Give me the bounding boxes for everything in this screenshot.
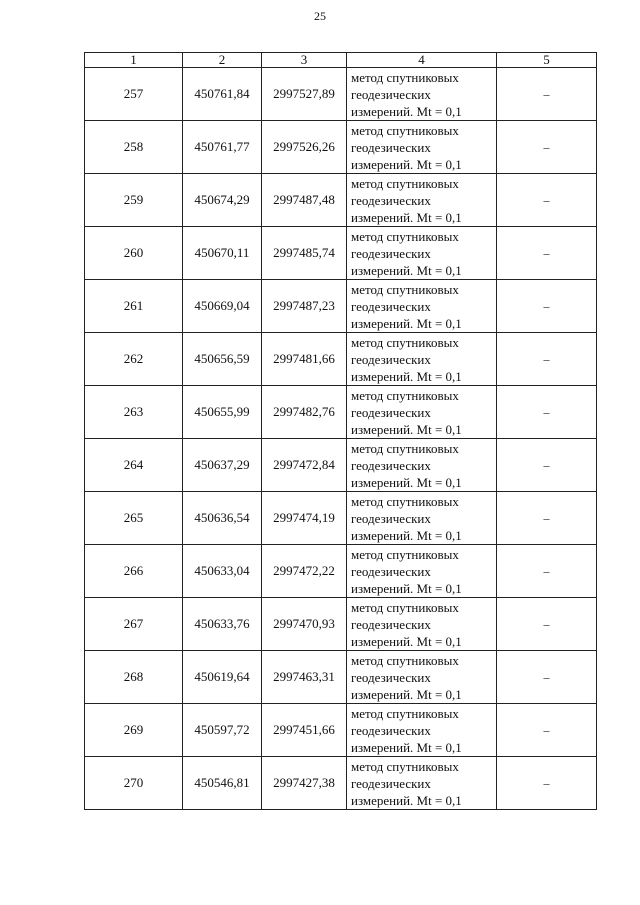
method-line: метод спутниковых (351, 599, 459, 615)
y-coordinate-cell: 2997487,48 (262, 174, 347, 227)
y-coordinate-cell: 2997482,76 (262, 386, 347, 439)
method-cell (347, 492, 497, 545)
note-cell: – (497, 386, 597, 439)
method-line: геодезических (351, 616, 431, 632)
note-cell: – (497, 757, 597, 810)
point-number-cell: 263 (85, 386, 183, 439)
method-line: метод спутниковых (351, 652, 459, 668)
method-cell (347, 757, 497, 810)
method-line: измерений. Mt = 0,1 (351, 103, 462, 119)
method-line: геодезических (351, 457, 431, 473)
y-coordinate-cell: 2997427,38 (262, 757, 347, 810)
point-number-cell: 270 (85, 757, 183, 810)
method-cell (347, 174, 497, 227)
y-coordinate-cell: 2997472,84 (262, 439, 347, 492)
table-row (85, 439, 597, 492)
point-number-cell: 260 (85, 227, 183, 280)
method-cell (347, 651, 497, 704)
x-coordinate-cell: 450637,29 (183, 439, 262, 492)
method-line: измерений. Mt = 0,1 (351, 209, 462, 225)
note-cell: – (497, 598, 597, 651)
y-coordinate-cell: 2997526,26 (262, 121, 347, 174)
point-number-cell: 258 (85, 121, 183, 174)
y-coordinate-cell: 2997474,19 (262, 492, 347, 545)
method-line: измерений. Mt = 0,1 (351, 686, 462, 702)
point-number-cell: 264 (85, 439, 183, 492)
x-coordinate-cell: 450656,59 (183, 333, 262, 386)
method-cell (347, 598, 497, 651)
note-cell: – (497, 227, 597, 280)
method-line: метод спутниковых (351, 387, 459, 403)
method-line: измерений. Mt = 0,1 (351, 262, 462, 278)
table-row (85, 174, 597, 227)
method-line: геодезических (351, 510, 431, 526)
y-coordinate-cell: 2997527,89 (262, 68, 347, 121)
column-header: 2 (183, 53, 262, 68)
coordinates-table (84, 52, 597, 810)
x-coordinate-cell: 450655,99 (183, 386, 262, 439)
table-body (85, 68, 597, 810)
method-line: метод спутниковых (351, 758, 459, 774)
method-line: геодезических (351, 775, 431, 791)
y-coordinate-cell: 2997487,23 (262, 280, 347, 333)
method-line: измерений. Mt = 0,1 (351, 739, 462, 755)
point-number-cell: 262 (85, 333, 183, 386)
point-number-cell: 261 (85, 280, 183, 333)
note-cell: – (497, 492, 597, 545)
point-number-cell: 268 (85, 651, 183, 704)
x-coordinate-cell: 450633,04 (183, 545, 262, 598)
method-line: измерений. Mt = 0,1 (351, 156, 462, 172)
y-coordinate-cell: 2997463,31 (262, 651, 347, 704)
method-line: геодезических (351, 563, 431, 579)
method-cell (347, 227, 497, 280)
method-line: измерений. Mt = 0,1 (351, 527, 462, 543)
method-line: геодезических (351, 351, 431, 367)
method-line: метод спутниковых (351, 69, 459, 85)
column-header: 5 (497, 53, 597, 68)
method-line: геодезических (351, 86, 431, 102)
table-row (85, 280, 597, 333)
method-line: геодезических (351, 404, 431, 420)
method-line: измерений. Mt = 0,1 (351, 474, 462, 490)
point-number-cell: 265 (85, 492, 183, 545)
x-coordinate-cell: 450669,04 (183, 280, 262, 333)
method-line: измерений. Mt = 0,1 (351, 792, 462, 808)
column-header: 4 (347, 53, 497, 68)
x-coordinate-cell: 450670,11 (183, 227, 262, 280)
y-coordinate-cell: 2997451,66 (262, 704, 347, 757)
method-line: геодезических (351, 722, 431, 738)
x-coordinate-cell: 450674,29 (183, 174, 262, 227)
table-row (85, 227, 597, 280)
method-line: геодезических (351, 669, 431, 685)
table-row (85, 757, 597, 810)
x-coordinate-cell: 450761,84 (183, 68, 262, 121)
method-line: измерений. Mt = 0,1 (351, 421, 462, 437)
method-line: измерений. Mt = 0,1 (351, 368, 462, 384)
method-line: измерений. Mt = 0,1 (351, 315, 462, 331)
method-cell (347, 439, 497, 492)
method-line: измерений. Mt = 0,1 (351, 580, 462, 596)
x-coordinate-cell: 450597,72 (183, 704, 262, 757)
method-line: метод спутниковых (351, 175, 459, 191)
x-coordinate-cell: 450619,64 (183, 651, 262, 704)
method-cell (347, 545, 497, 598)
method-line: геодезических (351, 139, 431, 155)
note-cell: – (497, 174, 597, 227)
table-row (85, 386, 597, 439)
x-coordinate-cell: 450546,81 (183, 757, 262, 810)
method-line: метод спутниковых (351, 493, 459, 509)
method-line: метод спутниковых (351, 546, 459, 562)
method-line: метод спутниковых (351, 122, 459, 138)
method-line: метод спутниковых (351, 281, 459, 297)
column-header: 1 (85, 53, 183, 68)
method-line: метод спутниковых (351, 705, 459, 721)
method-line: измерений. Mt = 0,1 (351, 633, 462, 649)
note-cell: – (497, 439, 597, 492)
page-number: 25 (314, 9, 326, 23)
table-header-row (85, 53, 597, 68)
x-coordinate-cell: 450636,54 (183, 492, 262, 545)
column-header: 3 (262, 53, 347, 68)
point-number-cell: 267 (85, 598, 183, 651)
table-row (85, 492, 597, 545)
method-line: метод спутниковых (351, 334, 459, 350)
table-row (85, 68, 597, 121)
method-line: метод спутниковых (351, 440, 459, 456)
y-coordinate-cell: 2997485,74 (262, 227, 347, 280)
y-coordinate-cell: 2997481,66 (262, 333, 347, 386)
x-coordinate-cell: 450761,77 (183, 121, 262, 174)
method-line: метод спутниковых (351, 228, 459, 244)
method-cell (347, 68, 497, 121)
note-cell: – (497, 704, 597, 757)
table-row (85, 545, 597, 598)
table-row (85, 121, 597, 174)
method-cell (347, 333, 497, 386)
note-cell: – (497, 333, 597, 386)
method-cell (347, 386, 497, 439)
note-cell: – (497, 280, 597, 333)
method-cell (347, 121, 497, 174)
y-coordinate-cell: 2997470,93 (262, 598, 347, 651)
method-line: геодезических (351, 298, 431, 314)
note-cell: – (497, 545, 597, 598)
method-cell (347, 280, 497, 333)
point-number-cell: 257 (85, 68, 183, 121)
table-row (85, 598, 597, 651)
table-row (85, 333, 597, 386)
note-cell: – (497, 121, 597, 174)
point-number-cell: 269 (85, 704, 183, 757)
method-cell (347, 704, 497, 757)
table-row (85, 651, 597, 704)
table-row (85, 704, 597, 757)
note-cell: – (497, 651, 597, 704)
method-line: геодезических (351, 192, 431, 208)
point-number-cell: 259 (85, 174, 183, 227)
method-line: геодезических (351, 245, 431, 261)
note-cell: – (497, 68, 597, 121)
x-coordinate-cell: 450633,76 (183, 598, 262, 651)
point-number-cell: 266 (85, 545, 183, 598)
y-coordinate-cell: 2997472,22 (262, 545, 347, 598)
